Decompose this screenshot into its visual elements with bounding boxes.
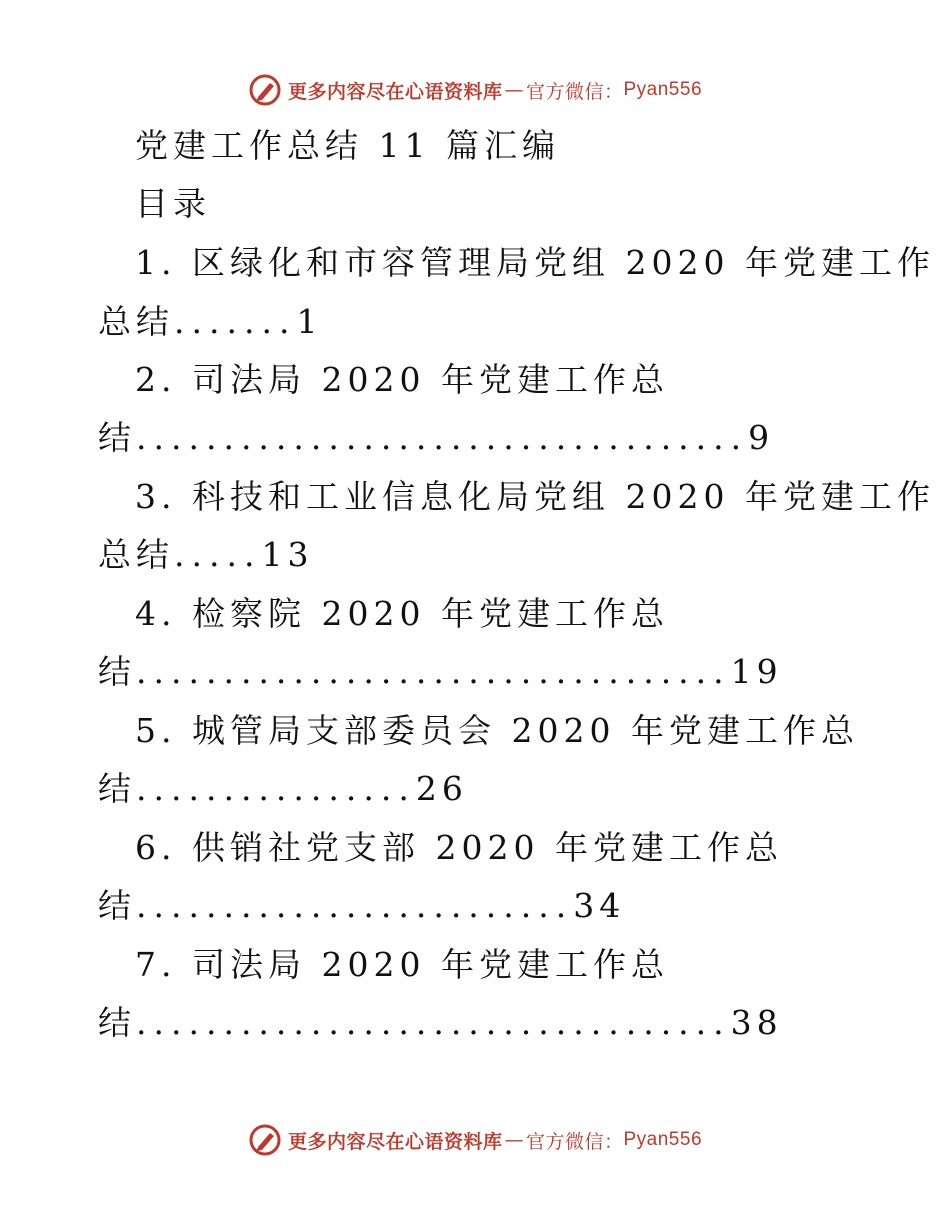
brush-pen-logo-icon — [248, 1123, 282, 1157]
footer-watermark — [0, 1120, 950, 1160]
watermark-id: Pyan556 — [623, 79, 703, 100]
toc-page-number: 38 — [730, 1003, 783, 1042]
toc-entry-2-line1[interactable] — [135, 360, 669, 400]
toc-entry-title: 科技和工业信息化局党组 2020 年党建工作 — [192, 477, 935, 516]
watermark-label: 官方微信： — [525, 1130, 624, 1153]
toc-entry-title: 检察院 2020 年党建工作总 — [192, 594, 669, 633]
toc-entry-title-cont: 结 — [98, 886, 136, 925]
toc-entry-6-line2[interactable] — [98, 886, 625, 926]
toc-entry-3-line1[interactable] — [135, 477, 935, 517]
toc-entry-title-cont: 总结 — [98, 302, 174, 341]
toc-entry-number: 7. — [135, 945, 177, 984]
document-title: 党建工作总结 11 篇汇编 — [135, 126, 560, 165]
watermark-text: 更多内容尽在心语资料库 — [287, 80, 503, 103]
toc-page-number: 19 — [730, 652, 783, 691]
toc-leader-dots: ................................... — [136, 418, 749, 457]
toc-entry-title: 司法局 2020 年党建工作总 — [192, 360, 669, 399]
toc-leader-dots: .................................. — [136, 1003, 731, 1042]
toc-page-number: 26 — [415, 769, 468, 808]
toc-entry-title: 司法局 2020 年党建工作总 — [192, 945, 669, 984]
toc-entry-3-line2[interactable] — [98, 535, 313, 575]
toc-entry-4-line2[interactable] — [98, 652, 783, 692]
toc-entry-title: 供销社党支部 2020 年党建工作总 — [192, 828, 783, 867]
toc-entry-6-line1[interactable] — [135, 828, 783, 868]
toc-entry-number: 6. — [135, 828, 177, 867]
toc-entry-number: 3. — [135, 477, 177, 516]
toc-leader-dots: ................ — [136, 769, 416, 808]
toc-leader-dots: ....... — [174, 302, 297, 341]
watermark-separator: — — [504, 79, 524, 101]
toc-entry-title: 城管局支部委员会 2020 年党建工作总 — [192, 711, 859, 750]
toc-leader-dots: ..... — [174, 535, 262, 574]
toc-entry-5-line2[interactable] — [98, 769, 468, 809]
watermark-separator: — — [504, 1129, 524, 1151]
toc-page-number: 13 — [261, 535, 314, 574]
toc-entry-title-cont: 结 — [98, 652, 136, 691]
toc-entry-title-cont: 结 — [98, 1003, 136, 1042]
toc-entry-title-cont: 结 — [98, 418, 136, 457]
watermark-text: 更多内容尽在心语资料库 — [287, 1130, 503, 1153]
toc-leader-dots: .................................. — [136, 652, 731, 691]
toc-entry-number: 4. — [135, 594, 177, 633]
toc-heading: 目录 — [135, 184, 211, 223]
toc-entry-1-line2[interactable] — [98, 302, 322, 342]
toc-entry-7-line1[interactable] — [135, 945, 669, 985]
toc-leader-dots: ......................... — [136, 886, 574, 925]
toc-entry-title: 区绿化和市容管理局党组 2020 年党建工作 — [192, 243, 935, 282]
toc-entry-2-line2[interactable] — [98, 418, 774, 458]
toc-entry-7-line2[interactable] — [98, 1003, 783, 1043]
toc-page-number: 1 — [296, 302, 323, 341]
toc-entry-number: 1. — [135, 243, 177, 282]
toc-entry-4-line1[interactable] — [135, 594, 669, 634]
toc-entry-title-cont: 结 — [98, 769, 136, 808]
toc-page-number: 9 — [748, 418, 775, 457]
toc-entry-5-line1[interactable] — [135, 711, 859, 751]
toc-entry-number: 2. — [135, 360, 177, 399]
watermark-label: 官方微信： — [525, 80, 624, 103]
toc-entry-1-line1[interactable] — [135, 243, 935, 283]
watermark-id: Pyan556 — [623, 1129, 703, 1150]
toc-entry-title-cont: 总结 — [98, 535, 174, 574]
toc-page-number: 34 — [573, 886, 626, 925]
toc-entry-number: 5. — [135, 711, 177, 750]
